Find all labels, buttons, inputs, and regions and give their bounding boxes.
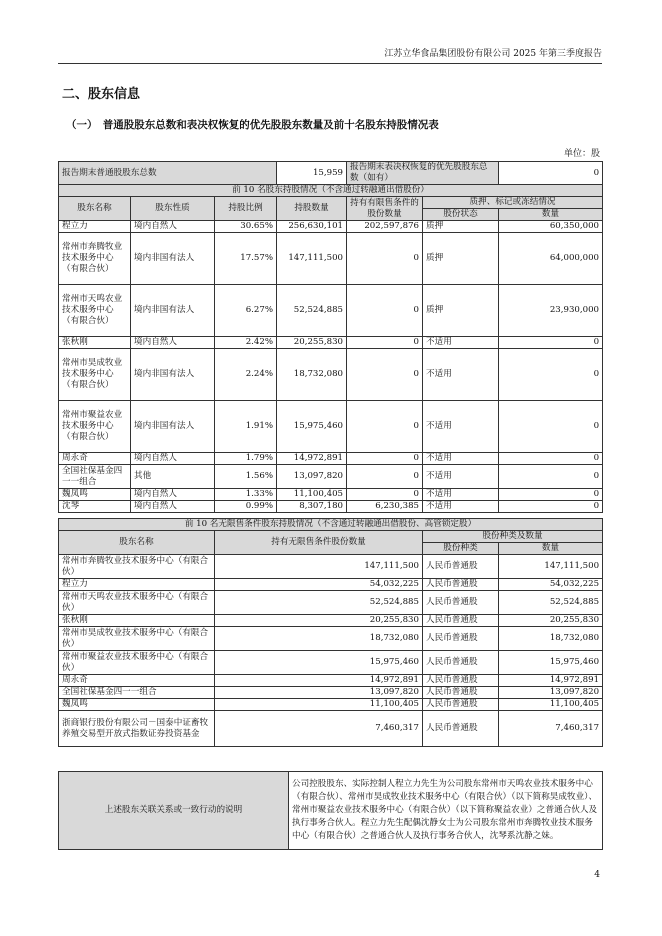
- top10-shareholders-table: [58, 161, 603, 513]
- shareholder-name: 程立力: [59, 579, 215, 591]
- holding-shares: 52,524,885: [277, 285, 347, 337]
- shareholder-nature: 境内自然人: [131, 221, 215, 233]
- restricted-shares: 0: [347, 233, 423, 285]
- unrestricted-shares: 147,111,500: [215, 555, 423, 579]
- header-type-group: 股份种类及数量: [423, 531, 603, 543]
- header-name: 股东名称: [59, 197, 131, 221]
- common-holders-label: 报告期末普通股股东总数: [59, 162, 277, 185]
- share-type-count: 52,524,885: [499, 591, 603, 615]
- pledge-count: 0: [499, 489, 603, 501]
- holding-ratio: 2.42%: [215, 337, 277, 349]
- share-type-count: 18,732,080: [499, 627, 603, 651]
- table-row: [59, 627, 603, 651]
- table-row: [59, 591, 603, 615]
- share-type: 人民币普通股: [423, 699, 499, 711]
- unrestricted-shares: 11,100,405: [215, 699, 423, 711]
- unrestricted-shares: 15,975,460: [215, 651, 423, 675]
- header-count: 数量: [499, 209, 603, 221]
- share-type-count: 20,255,830: [499, 615, 603, 627]
- pledge-count: 64,000,000: [499, 233, 603, 285]
- unit-label: 单位：股: [563, 149, 600, 159]
- pledge-count: 60,350,000: [499, 221, 603, 233]
- share-status: 不适用: [423, 337, 499, 349]
- restricted-shares: 0: [347, 401, 423, 453]
- holding-ratio: 1.91%: [215, 401, 277, 453]
- shareholder-name: 周永奇: [59, 453, 131, 465]
- restricted-shares: 0: [347, 489, 423, 501]
- shareholder-name: 常州市昊成牧业技术服务中心（有限合伙）: [59, 627, 215, 651]
- header-unrestricted-shares: 持有无限售条件股份数量: [215, 531, 423, 555]
- table-row: [59, 501, 603, 513]
- pledge-count: 0: [499, 337, 603, 349]
- unrestricted-shares: 18,732,080: [215, 627, 423, 651]
- share-type: 人民币普通股: [423, 555, 499, 579]
- unrestricted-shareholders-table: [58, 518, 603, 747]
- header-restricted: 持有有限售条件的股份数量: [347, 197, 423, 221]
- preferred-holders-label: 报告期末表决权恢复的优先股股东总数（如有）: [347, 162, 499, 185]
- share-status: 不适用: [423, 349, 499, 401]
- table-row: [59, 285, 603, 337]
- table-row: [59, 489, 603, 501]
- table-row: [59, 687, 603, 699]
- share-type: 人民币普通股: [423, 651, 499, 675]
- report-header: 江苏立华食品集团股份有限公司 2025 年第三季度报告: [58, 46, 602, 64]
- share-type: 人民币普通股: [423, 627, 499, 651]
- holding-shares: 14,972,891: [277, 453, 347, 465]
- share-type-count: 7,460,317: [499, 711, 603, 747]
- shareholder-name: 程立力: [59, 221, 131, 233]
- preferred-holders-value: 0: [499, 162, 603, 185]
- page-number: 4: [594, 870, 600, 880]
- table-row: [59, 699, 603, 711]
- table-row: [59, 465, 603, 489]
- share-status: 不适用: [423, 489, 499, 501]
- share-status: 质押: [423, 285, 499, 337]
- header-unrestricted-name: 股东名称: [59, 531, 215, 555]
- pledge-count: 0: [499, 349, 603, 401]
- holding-ratio: 0.99%: [215, 501, 277, 513]
- shareholder-name: 魏凤鸣: [59, 489, 131, 501]
- share-type-count: 11,100,405: [499, 699, 603, 711]
- shareholder-nature: 境内自然人: [131, 337, 215, 349]
- holding-shares: 147,111,500: [277, 233, 347, 285]
- unrestricted-shares: 52,524,885: [215, 591, 423, 615]
- table-row: [59, 349, 603, 401]
- table-row: [59, 579, 603, 591]
- common-holders-value: 15,959: [277, 162, 347, 185]
- shareholder-nature: 境内非国有法人: [131, 401, 215, 453]
- relation-table: [58, 771, 603, 850]
- share-status: 不适用: [423, 465, 499, 489]
- holding-ratio: 30.65%: [215, 221, 277, 233]
- header-nature: 股东性质: [131, 197, 215, 221]
- restricted-shares: 0: [347, 285, 423, 337]
- holding-ratio: 1.33%: [215, 489, 277, 501]
- holding-shares: 15,975,460: [277, 401, 347, 453]
- unrestricted-shares: 7,460,317: [215, 711, 423, 747]
- shareholder-nature: 境内自然人: [131, 501, 215, 513]
- header-type-count: 数量: [499, 543, 603, 555]
- shareholder-name: 常州市聚益农业技术服务中心（有限合伙）: [59, 651, 215, 675]
- unrestricted-shares: 20,255,830: [215, 615, 423, 627]
- shareholder-name: 全国社保基金四一一组合: [59, 687, 215, 699]
- shareholder-nature: 境内非国有法人: [131, 285, 215, 337]
- restricted-shares: 0: [347, 453, 423, 465]
- share-status: 不适用: [423, 501, 499, 513]
- shareholder-name: 魏凤鸣: [59, 699, 215, 711]
- header-pledge-group: 质押、标记或冻结情况: [423, 197, 603, 209]
- table-row: [59, 453, 603, 465]
- shareholder-nature: 境内自然人: [131, 489, 215, 501]
- table-row: [59, 615, 603, 627]
- holding-ratio: 1.56%: [215, 465, 277, 489]
- share-status: 质押: [423, 233, 499, 285]
- holding-shares: 20,255,830: [277, 337, 347, 349]
- share-type-count: 14,972,891: [499, 675, 603, 687]
- share-status: 质押: [423, 221, 499, 233]
- holding-ratio: 6.27%: [215, 285, 277, 337]
- restricted-shares: 6,230,385: [347, 501, 423, 513]
- share-type: 人民币普通股: [423, 687, 499, 699]
- shareholder-nature: 其他: [131, 465, 215, 489]
- restricted-shares: 0: [347, 465, 423, 489]
- holding-shares: 18,732,080: [277, 349, 347, 401]
- pledge-count: 23,930,000: [499, 285, 603, 337]
- table-row: [59, 221, 603, 233]
- restricted-shares: 202,597,876: [347, 221, 423, 233]
- unrestricted-shares: 54,032,225: [215, 579, 423, 591]
- restricted-shares: 0: [347, 349, 423, 401]
- holding-ratio: 2.24%: [215, 349, 277, 401]
- holding-ratio: 17.57%: [215, 233, 277, 285]
- holding-shares: 256,630,101: [277, 221, 347, 233]
- share-type: 人民币普通股: [423, 615, 499, 627]
- shareholder-name: 常州市天鸣农业技术服务中心（有限合伙）: [59, 285, 131, 337]
- header-type: 股份种类: [423, 543, 499, 555]
- share-status: 不适用: [423, 401, 499, 453]
- subsection-title: （一） 普通股股东总数和表决权恢复的优先股股东数量及前十名股东持股情况表: [66, 119, 439, 131]
- holding-shares: 8,307,180: [277, 501, 347, 513]
- header-shares: 持股数量: [277, 197, 347, 221]
- shareholder-nature: 境内非国有法人: [131, 233, 215, 285]
- shareholder-name: 张秋刚: [59, 615, 215, 627]
- share-type-count: 13,097,820: [499, 687, 603, 699]
- pledge-count: 0: [499, 401, 603, 453]
- unrestricted-title: 前 10 名无限售条件股东持股情况（不含通过转融通出借股份、高管锁定股）: [59, 519, 603, 531]
- table-row: [59, 651, 603, 675]
- relation-label: 上述股东关联关系或一致行动的说明: [59, 772, 289, 850]
- shareholder-name: 常州市昊成牧业技术服务中心（有限合伙）: [59, 349, 131, 401]
- table-row: [59, 555, 603, 579]
- pledge-count: 0: [499, 501, 603, 513]
- share-type: 人民币普通股: [423, 711, 499, 747]
- relation-text: 公司控股股东、实际控制人程立力先生为公司股东常州市天鸣农业技术服务中心（有限合伙）、常州市昊成牧业技术服务中心（有限合伙）（以下简称昊成牧业）、常州市聚益农业技术服务中心（有限合伙）（以下简称聚益农业）之普通合伙人及执行事务合伙人。程立力先生配偶沈静女士为公司股东常州市奔腾牧业技术服务中心（有限合伙）之普通合伙人及执行事务合伙人，沈琴系沈静之妹。: [289, 772, 603, 850]
- pledge-count: 0: [499, 465, 603, 489]
- holding-ratio: 1.79%: [215, 453, 277, 465]
- shareholder-nature: 境内自然人: [131, 453, 215, 465]
- shareholder-name: 常州市聚益农业技术服务中心（有限合伙）: [59, 401, 131, 453]
- top10-title: 前 10 名股东持股情况（不含通过转融通出借股份）: [59, 185, 603, 197]
- shareholder-name: 周永奇: [59, 675, 215, 687]
- share-type-count: 15,975,460: [499, 651, 603, 675]
- shareholder-name: 张秋刚: [59, 337, 131, 349]
- shareholder-name: 沈琴: [59, 501, 131, 513]
- table-row: [59, 675, 603, 687]
- table-row: [59, 401, 603, 453]
- header-ratio: 持股比例: [215, 197, 277, 221]
- header-status: 股份状态: [423, 209, 499, 221]
- share-type: 人民币普通股: [423, 675, 499, 687]
- shareholder-nature: 境内非国有法人: [131, 349, 215, 401]
- shareholder-name: 常州市奔腾牧业技术服务中心（有限合伙）: [59, 233, 131, 285]
- share-type-count: 147,111,500: [499, 555, 603, 579]
- shareholder-name: 浙商银行股份有限公司－国泰中证畜牧养殖交易型开放式指数证券投资基金: [59, 711, 215, 747]
- share-type: 人民币普通股: [423, 579, 499, 591]
- share-type: 人民币普通股: [423, 591, 499, 615]
- holding-shares: 11,100,405: [277, 489, 347, 501]
- shareholder-name: 全国社保基金四一一组合: [59, 465, 131, 489]
- pledge-count: 0: [499, 453, 603, 465]
- restricted-shares: 0: [347, 337, 423, 349]
- section-title: 二、股东信息: [62, 87, 141, 102]
- holding-shares: 13,097,820: [277, 465, 347, 489]
- unrestricted-shares: 13,097,820: [215, 687, 423, 699]
- shareholder-name: 常州市天鸣农业技术服务中心（有限合伙）: [59, 591, 215, 615]
- table-row: [59, 233, 603, 285]
- share-status: 不适用: [423, 453, 499, 465]
- unrestricted-shares: 14,972,891: [215, 675, 423, 687]
- shareholder-name: 常州市奔腾牧业技术服务中心（有限合伙）: [59, 555, 215, 579]
- table-row: [59, 711, 603, 747]
- table-row: [59, 337, 603, 349]
- share-type-count: 54,032,225: [499, 579, 603, 591]
